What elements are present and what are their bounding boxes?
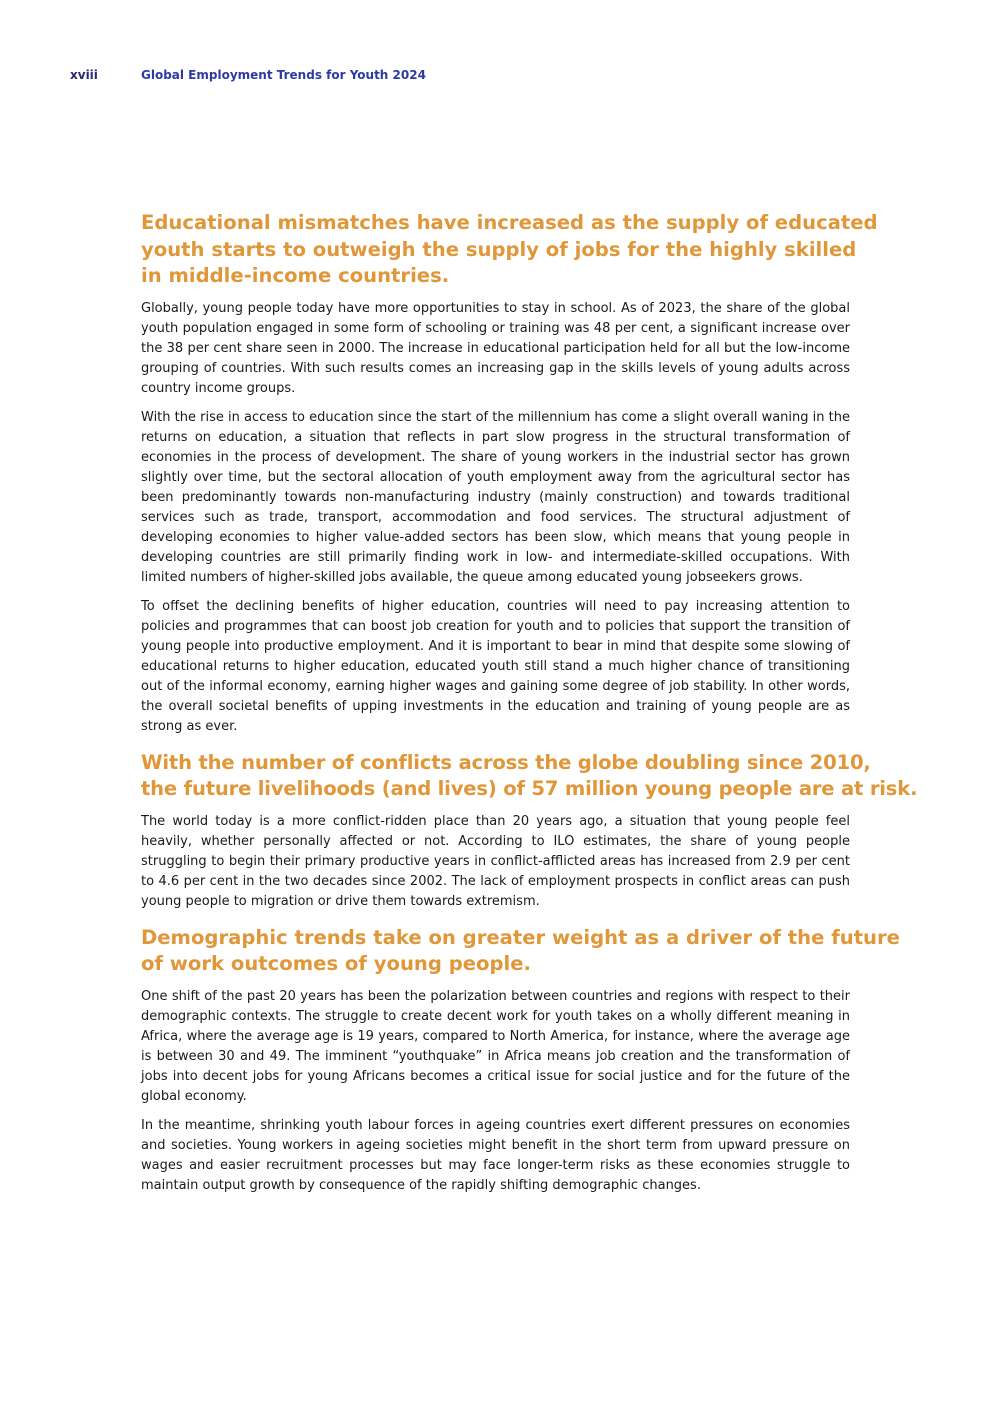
section-demographic-trends <box>141 925 900 1196</box>
section-heading <box>141 925 900 978</box>
section-conflicts <box>141 750 918 912</box>
body-paragraph: To offset the declining benefits of higher education, countries will need to pay increasing attention to policies and programmes that can boost job creation for youth and to policies that support the transition of young people into productive employment. And it is important to bear in mind that despite some slowing of educational returns to higher education, educated youth still stand a much higher chance of transitioning out of the informal economy, earning higher wages and gaining some degree of job stability. In other words, the overall societal benefits of upping investments in the education and training of young people are as strong as ever. <box>141 598 850 734</box>
running-header <box>70 67 426 83</box>
heading-line: in middle-income countries. <box>141 264 450 287</box>
heading-line: youth starts to outweigh the supply of jobs for the highly skilled <box>141 237 857 261</box>
heading-line: the future livelihoods (and lives) of 57 million young people are at risk. <box>141 777 918 800</box>
heading-line: of work outcomes of young people. <box>141 952 531 975</box>
body-paragraph: The world today is a more conflict-ridden place than 20 years ago, a situation that young people feel heavily, whether personally affected or not. According to ILO estimates, the share of young people struggling to begin their primary productive years in conflict-afflicted areas has increased from 2.9 per cent to 4.6 per cent in the two decades since 2002. The lack of employment prospects in conflict areas can push young people to migration or drive them towards extremism. <box>141 813 850 909</box>
heading-line: Demographic trends take on greater weight as a driver of the future <box>141 925 900 949</box>
section-heading <box>141 210 878 290</box>
body-paragraph: In the meantime, shrinking youth labour forces in ageing countries exert different pressures on economies and societies. Young workers in ageing societies might benefit in the short term from upward pressure on wages and easier recruitment processes but may face longer-term risks as these economies struggle to maintain output growth by consequence of the rapidly shifting demographic changes. <box>141 1117 850 1193</box>
section-heading <box>141 750 918 803</box>
heading-line: With the number of conflicts across the globe doubling since 2010, <box>141 750 871 774</box>
heading-line: Educational mismatches have increased as the supply of educated <box>141 211 878 234</box>
main-content <box>141 207 918 1205</box>
body-paragraph: Globally, young people today have more opportunities to stay in school. As of 2023, the share of the global youth population engaged in some form of schooling or training was 48 per cent, a significant increase over the 38 per cent share seen in 2000. The increase in educational participation held for all but the low-income grouping of countries. With such results comes an increasing gap in the skills levels of young adults across country income groups. <box>141 300 850 396</box>
page-number: xviii <box>70 68 98 82</box>
body-paragraph: With the rise in access to education since the start of the millennium has come a slight overall waning in the returns on education, a situation that reflects in part slow progress in the structural transformation of economies in the process of development. The share of young workers in the industrial sector has grown slightly over time, but the sectoral allocation of youth employment away from the agricultural sector has been predominantly towards non-manufacturing industry (mainly construction) and towards traditional services such as trade, transport, accommodation and food services. The structural adjustment of developing economies to higher value-added sectors has been slow, which means that young people in developing countries are still primarily finding work in low- and intermediate-skilled occupations. With limited numbers of higher-skilled jobs available, the queue among educated young jobseekers grows. <box>141 409 850 585</box>
body-paragraph: One shift of the past 20 years has been the polarization between countries and regions with respect to their demographic contexts. The struggle to create decent work for youth takes on a wholly different meaning in Africa, where the average age is 19 years, compared to North America, for instance, where the average age is between 30 and 49. The imminent “youthquake” in Africa means job creation and the transformation of jobs into decent jobs for young Africans becomes a critical issue for social justice and for the future of the global economy. <box>141 988 850 1104</box>
document-title: Global Employment Trends for Youth 2024 <box>141 68 426 82</box>
section-educational-mismatches <box>141 210 878 737</box>
